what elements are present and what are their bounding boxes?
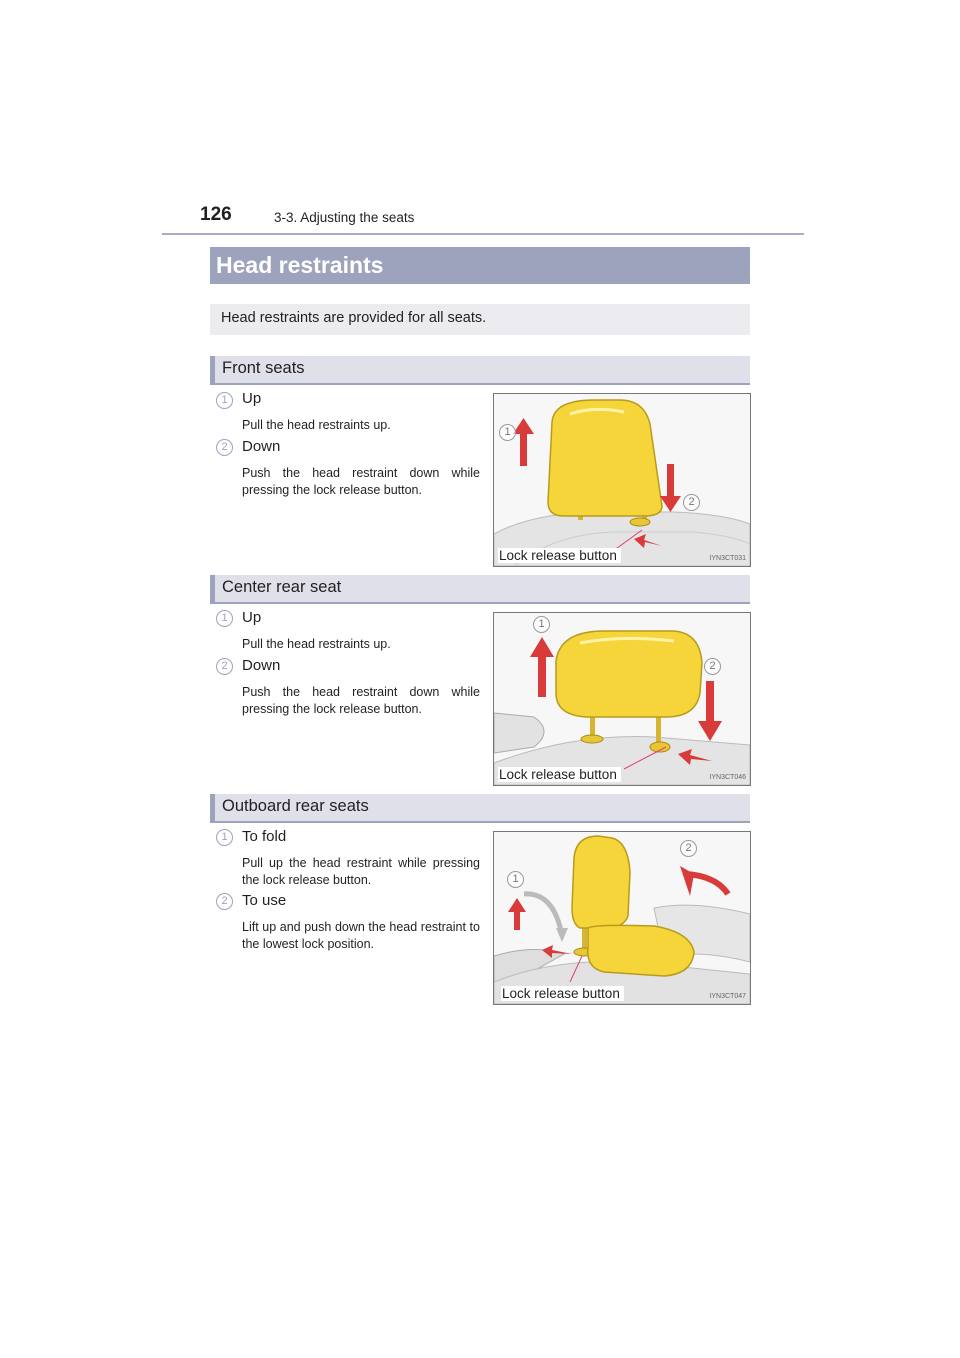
step-number-badge: 2 — [216, 893, 233, 910]
step-number-badge: 1 — [216, 610, 233, 627]
figure-code: IYN3CT047 — [709, 993, 746, 1000]
up-arrow-icon — [508, 898, 526, 930]
down-arrow-icon — [660, 464, 681, 512]
title-bar — [210, 247, 750, 284]
figure-callout-1: 1 — [499, 424, 516, 441]
figure-front-seat-head-restraint — [493, 393, 751, 567]
page-number: 126 — [200, 204, 232, 225]
figure-code: IYN3CT046 — [709, 774, 746, 781]
figure-callout-1: 1 — [507, 871, 524, 888]
step-number-badge: 2 — [216, 439, 233, 456]
center-rear-illustration — [494, 613, 750, 785]
figure-label: Lock release button — [498, 548, 621, 563]
outboard-rear-illustration — [494, 832, 750, 1004]
section-heading-text: Outboard rear seats — [222, 797, 369, 815]
figure-callout-2: 2 — [683, 494, 700, 511]
page-title: Head restraints — [216, 252, 384, 278]
step-description: Push the head restraint down while pressing the lock release button. — [242, 466, 480, 497]
figure-callout-2: 2 — [680, 840, 697, 857]
figure-label: Lock release button — [498, 767, 621, 782]
step-title: Up — [242, 390, 262, 407]
figure-callout-1: 1 — [533, 616, 550, 633]
up-arrow-icon — [513, 418, 534, 466]
step-description: Pull up the head restraint while pressing the lock release button. — [242, 856, 480, 887]
step-description: Pull the head restraints up. — [242, 637, 391, 651]
step-title: Up — [242, 609, 262, 626]
figure-label: Lock release button — [501, 986, 624, 1001]
step-title: To fold — [242, 828, 287, 845]
figure-code: IYN3CT031 — [709, 555, 746, 562]
header-divider — [162, 233, 804, 235]
running-header: 3-3. Adjusting the seats — [274, 210, 415, 225]
section-heading-front-seats — [210, 356, 750, 385]
up-arrow-icon — [530, 637, 554, 697]
figure-outboard-rear-head-restraint — [493, 831, 751, 1005]
section-heading-center-rear-seat — [210, 575, 750, 604]
step-title: Down — [242, 438, 281, 455]
figure-center-rear-head-restraint — [493, 612, 751, 786]
step-number-badge: 1 — [216, 392, 233, 409]
intro-text: Head restraints are provided for all seats. — [221, 310, 487, 326]
step-description: Push the head restraint down while pressing the lock release button. — [242, 685, 480, 716]
step-number-badge: 2 — [216, 658, 233, 675]
step-title: To use — [242, 892, 287, 909]
figure-callout-2: 2 — [704, 658, 721, 675]
fold-arrow-icon — [524, 894, 562, 936]
step-description: Lift up and push down the head restraint to the lowest lock position. — [242, 920, 480, 951]
step-number-badge: 1 — [216, 829, 233, 846]
down-arrow-icon — [698, 681, 722, 741]
intro-box — [210, 304, 750, 335]
step-title: Down — [242, 657, 281, 674]
section-heading-outboard-rear-seats — [210, 794, 750, 823]
section-heading-text: Front seats — [222, 359, 305, 377]
front-seat-illustration — [494, 394, 750, 566]
section-heading-text: Center rear seat — [222, 578, 342, 596]
step-description: Pull the head restraints up. — [242, 418, 391, 432]
